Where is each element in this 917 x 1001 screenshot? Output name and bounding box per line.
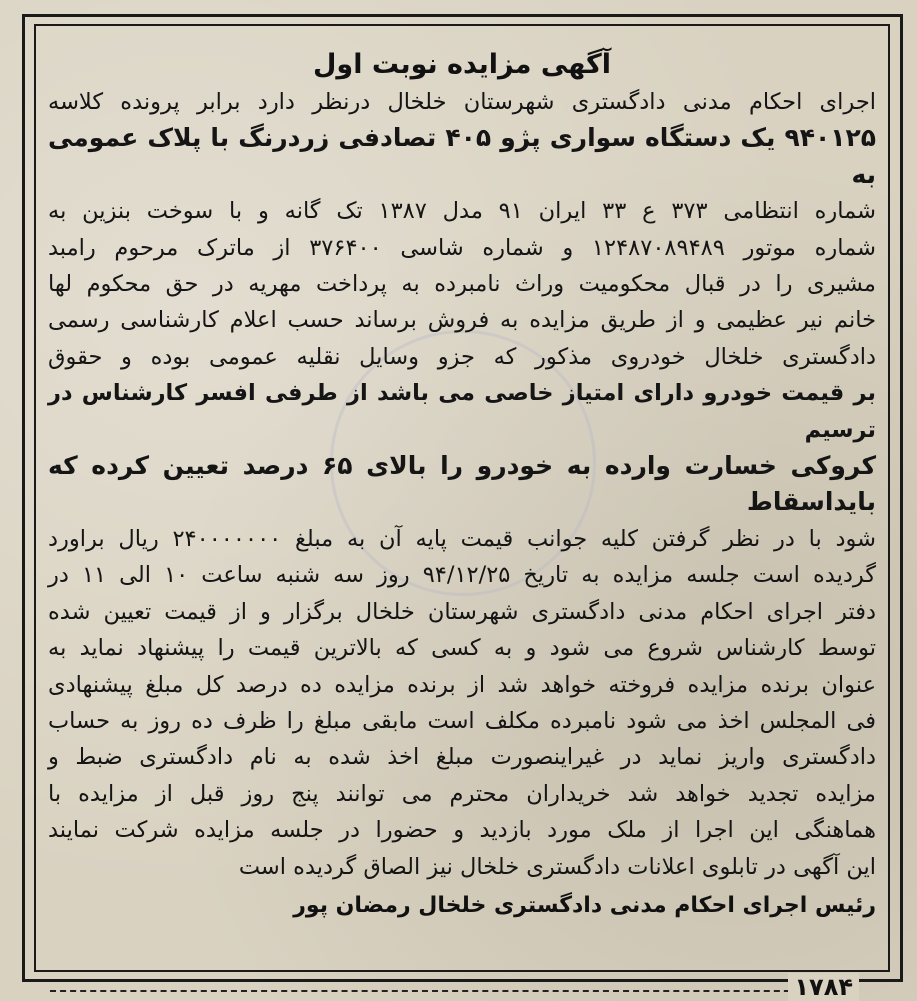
notice-line: عنوان برنده مزایده فروخته خواهد شد از برنده مزایده ده درصد کل مبلغ پیشنهادی: [48, 671, 876, 698]
notice-line: دادگستری واریز نماید در غیراینصورت مبلغ اخذ شده به نام دادگستری ضبط و: [48, 744, 876, 771]
footer-divider: [50, 990, 810, 992]
notice-line: این آگهی در تابلوی اعلانات دادگستری خلخال نیز الصاق گردیده است: [238, 853, 876, 880]
notice-line: دفتر اجرای احکام مدنی دادگستری شهرستان خلخال برگزار و از قیمت تعیین شده: [48, 598, 876, 625]
notice-title: آگهی مزایده نوبت اول: [313, 49, 611, 80]
notice-line: هماهنگی این اجرا از ملک مورد بازدید و حضورا در جلسه مزایده شرکت نمایند: [48, 817, 876, 844]
notice-line: شود با در نظر گرفتن کلیه جوانب قیمت پایه آن به مبلغ ۲۴۰۰۰۰۰۰۰ ریال براورد: [48, 525, 876, 552]
notice-line: بر قیمت خودرو دارای امتیاز خاصی می باشد از طرفی افسر کارشناس در ترسیم: [48, 380, 876, 443]
notice-line: ۹۴۰۱۲۵ یک دستگاه سواری پژو ۴۰۵ تصادفی زردرنگ با پلاک عمومی به: [48, 123, 877, 189]
notice-box: [34, 24, 890, 972]
notice-line: فی المجلس اخذ می شود نامبرده مکلف است مابقی مبلغ را ظرف ده روز به حساب: [48, 707, 876, 734]
notice-body: [48, 84, 876, 885]
notice-line: خانم نیر عظیمی و از طریق مزایده به فروش برساند حسب اعلام کارشناسی رسمی: [48, 307, 876, 334]
notice-line: شماره انتظامی ۳۷۳ ع ۳۳ ایران ۹۱ مدل ۱۳۸۷ تک گانه و با سوخت بنزین به: [48, 198, 876, 225]
notice-line: اجرای احکام مدنی دادگستری شهرستان خلخال درنظر دارد برابر پرونده کلاسه: [48, 89, 876, 115]
notice-line: مشیری را در قبال محکومیت وراث نامبرده به پرداخت مهریه در حق محکوم لها: [48, 271, 876, 298]
notice-line: مزایده تجدید خواهد شد خریداران محترم می توانند پنج روز قبل از مزایده با: [48, 780, 876, 807]
notice-signature: رئیس اجرای احکام مدنی دادگستری خلخال رمضان پور: [293, 892, 876, 918]
notice-code: ۱۷۸۴: [788, 973, 859, 1001]
notice-line: توسط کارشناس شروع می شود و به کسی که بالاترین قیمت را پیشنهاد نماید به: [48, 635, 876, 662]
notice-line: دادگستری خلخال خودروی مذکور که جزو وسایل نقلیه عمومی بوده و حقوق: [48, 343, 876, 370]
notice-line: شماره موتور ۱۲۴۸۷۰۸۹۴۸۹ و شماره شاسی ۳۷۶۴۰۰ از ماترک مرحوم رامبد: [48, 234, 876, 261]
notice-line: کروکی خسارت وارده به خودرو را بالای ۶۵ درصد تعیین کرده که بایداسقاط: [48, 451, 877, 517]
notice-line: گردیده است جلسه مزایده به تاریخ ۹۴/۱۲/۲۵ روز سه شنبه ساعت ۱۰ الی ۱۱ در: [48, 562, 876, 589]
